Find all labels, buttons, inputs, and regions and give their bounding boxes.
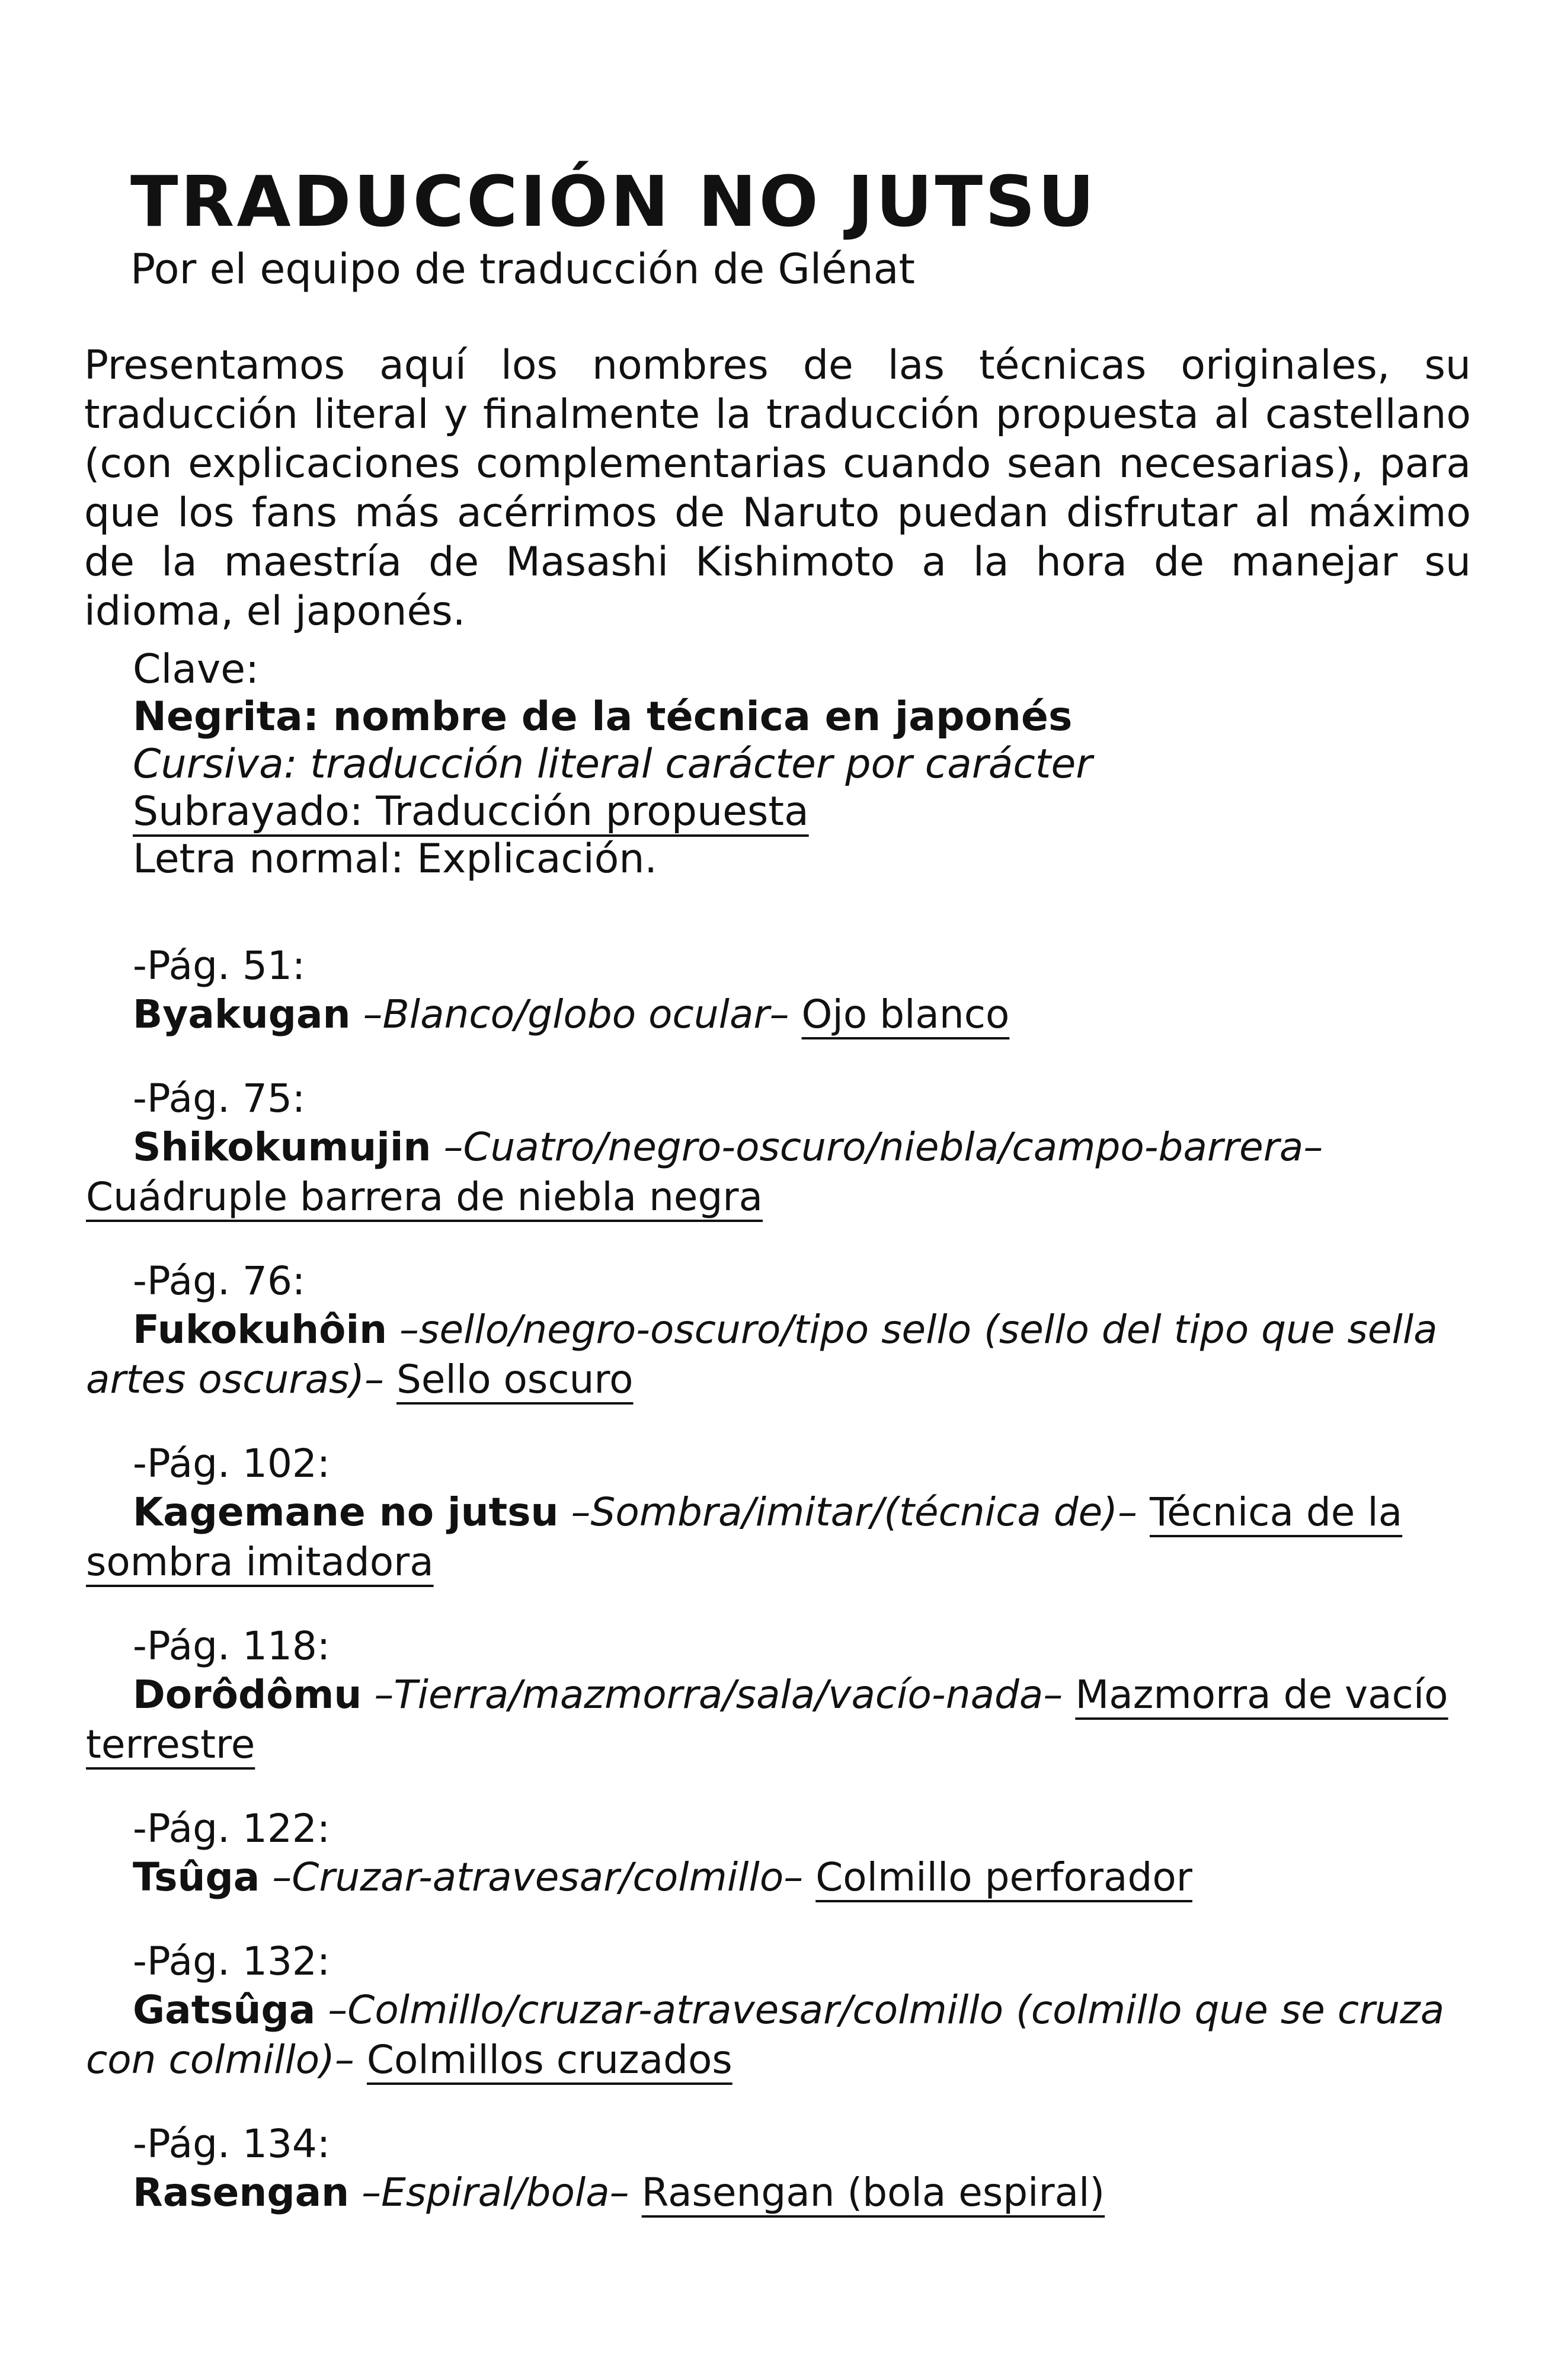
entry-page-ref: -Pág. 132: [133, 1938, 331, 1984]
key-normal-line: Letra normal: Explicación. [133, 836, 658, 882]
technique-entry [86, 1440, 1473, 1587]
entry-name: Gatsûga [133, 1987, 316, 2033]
technique-entry [86, 1938, 1473, 2085]
entry-name: Dorôdômu [133, 1672, 362, 1717]
technique-entry [86, 1623, 1473, 1770]
key-bold-line: Negrita: nombre de la técnica en japonés [133, 693, 1073, 740]
entry-text [86, 1122, 1473, 1222]
technique-list [86, 942, 1473, 2253]
key-italic-line: Cursiva: traducción literal carácter por carácter [133, 741, 1093, 788]
page-title: TRADUCCIÓN NO JUTSU [130, 161, 1097, 242]
entry-literal: –Tierra/mazmorra/sala/vacío-nada– [362, 1672, 1076, 1717]
entry-text [86, 2168, 1473, 2218]
entry-name: Tsûga [133, 1854, 260, 1900]
entry-proposed: Técnica de la sombra imitadora [86, 1489, 1403, 1585]
entry-page-ref: -Pág. 122: [133, 1806, 331, 1851]
entry-page-ref: -Pág. 134: [133, 2121, 331, 2167]
entry-page-ref: -Pág. 102: [133, 1441, 331, 1486]
key-underline-line [133, 788, 1472, 836]
entry-name: Kagemane no jutsu [133, 1489, 559, 1535]
entry-text [86, 1305, 1473, 1405]
key-heading: Clave: [133, 646, 260, 693]
entry-text [86, 1488, 1473, 1587]
technique-entry [86, 1075, 1473, 1222]
entry-page-ref: -Pág. 118: [133, 1623, 331, 1669]
entry-literal: –Sombra/imitar/(técnica de)– [558, 1489, 1150, 1535]
entry-proposed: Cuádruple barrera de niebla negra [86, 1174, 763, 1220]
entry-page-ref: -Pág. 51: [133, 943, 306, 989]
entry-page-ref: -Pág. 75: [133, 1076, 306, 1121]
page-header [130, 160, 1464, 295]
entry-proposed: Ojo blanco [801, 991, 1010, 1037]
entry-text [86, 990, 1473, 1039]
legend-key [133, 646, 1472, 883]
technique-entry [86, 942, 1473, 1039]
intro-paragraph: Presentamos aquí los nombres de las técnicas originales, su traducción literal y finalmente la traducción propuesta al castellano (con explicaciones complementarias cuando sean necesarias), para que los fans más acérrimos de Naruto puedan disfrutar al máximo de la maestría de Masashi Kishimoto a la hora de manejar su idioma, el japonés. [84, 342, 1471, 635]
entry-name: Shikokumujin [133, 1124, 431, 1170]
key-underline-text: Subrayado: Traducción propuesta [133, 788, 809, 835]
entry-proposed: Mazmorra de vacío terrestre [86, 1672, 1448, 1767]
entry-literal: –Colmillo/cruzar-atravesar/colmillo (colmillo que se cruza con colmillo)– [86, 1987, 1445, 2082]
entry-proposed: Colmillo perforador [815, 1854, 1192, 1900]
entry-name: Rasengan [133, 2170, 350, 2215]
technique-entry [86, 2120, 1473, 2218]
entry-name: Byakugan [133, 991, 351, 1037]
entry-literal: –Blanco/globo ocular– [350, 991, 802, 1037]
entry-proposed: Rasengan (bola espiral) [641, 2170, 1105, 2215]
technique-entry [86, 1805, 1473, 1902]
entry-literal: –Cruzar-atravesar/colmillo– [260, 1854, 816, 1900]
entry-literal: –Espiral/bola– [349, 2170, 642, 2215]
entry-literal: –sello/negro-oscuro/tipo sello (sello del tipo que sella artes oscuras)– [86, 1307, 1438, 1402]
entry-proposed: Sello oscuro [396, 1357, 634, 1402]
entry-proposed: Colmillos cruzados [366, 2037, 732, 2082]
entry-name: Fukokuhôin [133, 1307, 388, 1352]
entry-text [86, 1985, 1473, 2085]
entry-literal: –Cuatro/negro-oscuro/niebla/campo-barrera– [431, 1124, 1323, 1170]
entry-text [86, 1853, 1473, 1902]
entry-text [86, 1670, 1473, 1770]
technique-entry [86, 1258, 1473, 1405]
entry-page-ref: -Pág. 76: [133, 1258, 306, 1304]
page-subtitle: Por el equipo de traducción de Glénat [130, 245, 915, 293]
